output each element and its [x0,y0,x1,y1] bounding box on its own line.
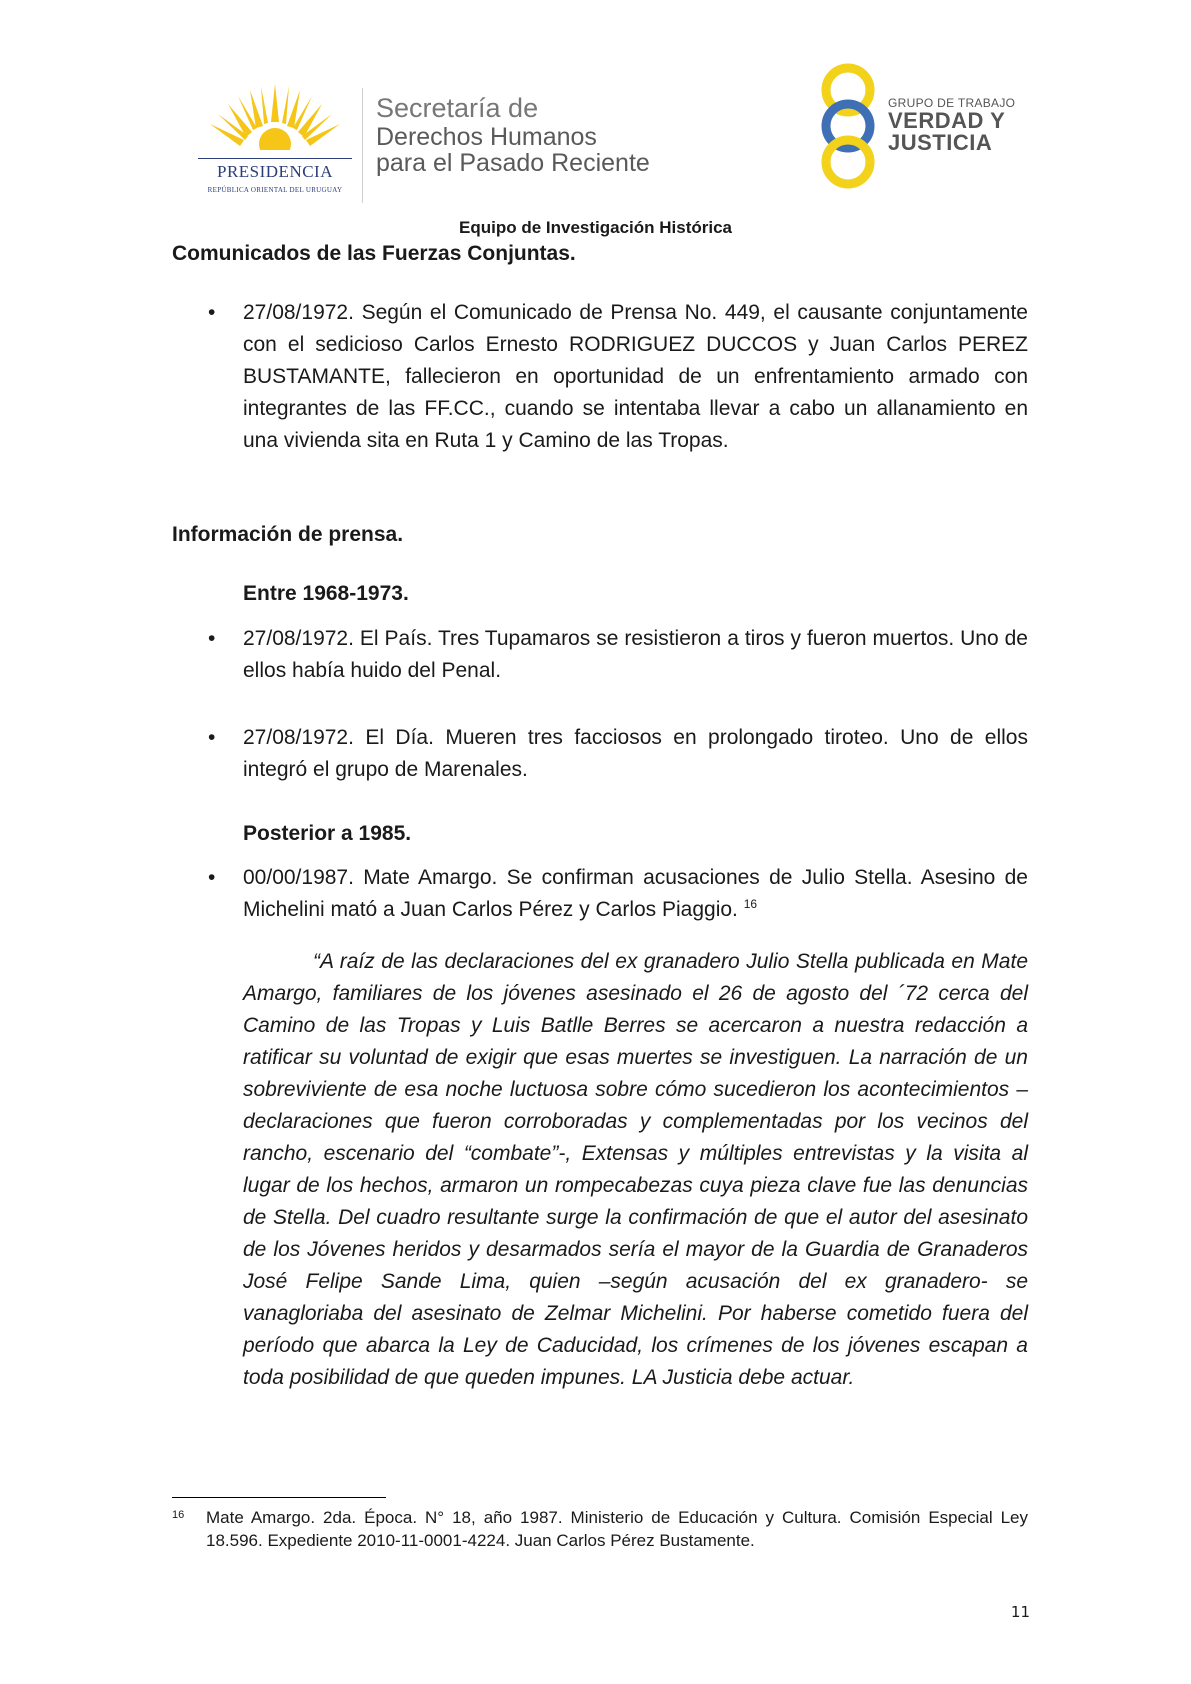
grupo-line-2: VERDAD Y [888,108,1006,133]
grupo-text [888,96,1015,154]
grupo-verdad-justicia-logo [814,62,1024,190]
section-heading-prensa: Información de prensa. [172,523,404,546]
footnote-reference[interactable]: 16 [743,897,758,911]
bullet-icon: • [208,726,216,749]
press-quote: “A raíz de las declaraciones del ex granadero Julio Stella publicada en Mate Amargo, familiares de los jóvenes asesinado el 26 de agosto del ´72 cerca del Camino de las Tropas y Luis Batlle Berres se acercaron a nuestra redacción a ratificar su voluntad de exigir que esas muertes se investiguen. La narración de un sobreviviente de esa noche luctuosa sobre cómo sucedieron los acontecimientos –declaraciones que fueron corroboradas y complementadas por los vecinos del rancho, escenario del “combate”-, Extensas y múltiples entrevistas y la visita al lugar de los hechos, armaron un rompecabezas cuya pieza clave fue las denuncias de Stella. Del cuadro resultante surge la confirmación de que el autor del asesinato de los Jóvenes heridos y desarmados sería el mayor de la Guardia de Granaderos José Felipe Sande Lima, quien –según acusación del ex granadero- se vanagloriaba del asesinato de Zelmar Michelini. Por haberse cometido fuera del período que abarca la Ley de Caducidad, los crímenes de los jóvenes escapan a toda posibilidad de que queden impunes. LA Justicia debe actuar. [243,950,1028,1389]
footnote-text: Mate Amargo. 2da. Época. N° 18, año 1987. Ministerio de Educación y Cultura. Comisión Especial Ley 18.596. Expediente 2010-11-0001-4224. Juan Carlos Pérez Bustamente. [206,1508,1028,1550]
secretaria-line-1: Secretaría de [376,93,539,123]
team-title: Equipo de Investigación Histórica [459,218,732,237]
presidencia-rule [198,158,352,159]
list-item-text-body: 00/00/1987. Mate Amargo. Se confirman acusaciones de Julio Stella. Asesino de Michelini mató a Juan Carlos Pérez y Carlos Piaggio. [243,866,1028,921]
page-number: 11 [1010,1603,1030,1621]
sun-emblem-icon [198,82,352,152]
subheading-1968-1973: Entre 1968-1973. [243,582,409,605]
secretaria-logo-text [376,92,650,176]
list-item-text: 27/08/1972. Según el Comunicado de Prensa No. 449, el causante conjuntamente con el sedicioso Carlos Ernesto RODRIGUEZ DUCCOS y Juan Carlos PEREZ BUSTAMANTE, fallecieron en oportunidad de un enfrentamiento armado con integrantes de las FF.CC., cuando se intentaba llevar a cabo un allanamiento en una vivienda sita en Ruta 1 y Camino de las Tropas. [243,301,1028,452]
grupo-line-3: JUSTICIA [888,130,993,155]
section-heading-comunicados: Comunicados de las Fuerzas Conjuntas. [172,242,576,265]
list-item-text: 27/08/1972. El País. Tres Tupamaros se resistieron a tiros y fueron muertos. Uno de ellos había huido del Penal. [243,627,1028,682]
list-item-text [243,862,1028,926]
subheading-posterior-1985: Posterior a 1985. [243,822,412,845]
bullet-icon: • [208,627,216,650]
presidencia-logo [198,82,352,206]
secretaria-line-3: para el Pasado Reciente [376,149,650,177]
footnote-number: 16 [172,1509,185,1521]
grupo-line-1: GRUPO DE TRABAJO [888,96,1016,110]
bullet-icon: • [208,866,216,889]
footnote-separator [172,1497,386,1498]
interlocked-rings-icon [814,62,882,190]
presidencia-name: PRESIDENCIA [216,162,333,181]
presidencia-subtitle: REPÚBLICA ORIENTAL DEL URUGUAY [207,186,343,194]
list-item-text: 27/08/1972. El Día. Mueren tres facciosos en prolongado tiroteo. Uno de ellos integró el grupo de Marenales. [243,726,1028,781]
secretaria-line-2: Derechos Humanos [376,123,597,151]
header-divider [362,88,363,203]
bullet-icon: • [208,301,216,324]
page-header [0,58,1191,198]
